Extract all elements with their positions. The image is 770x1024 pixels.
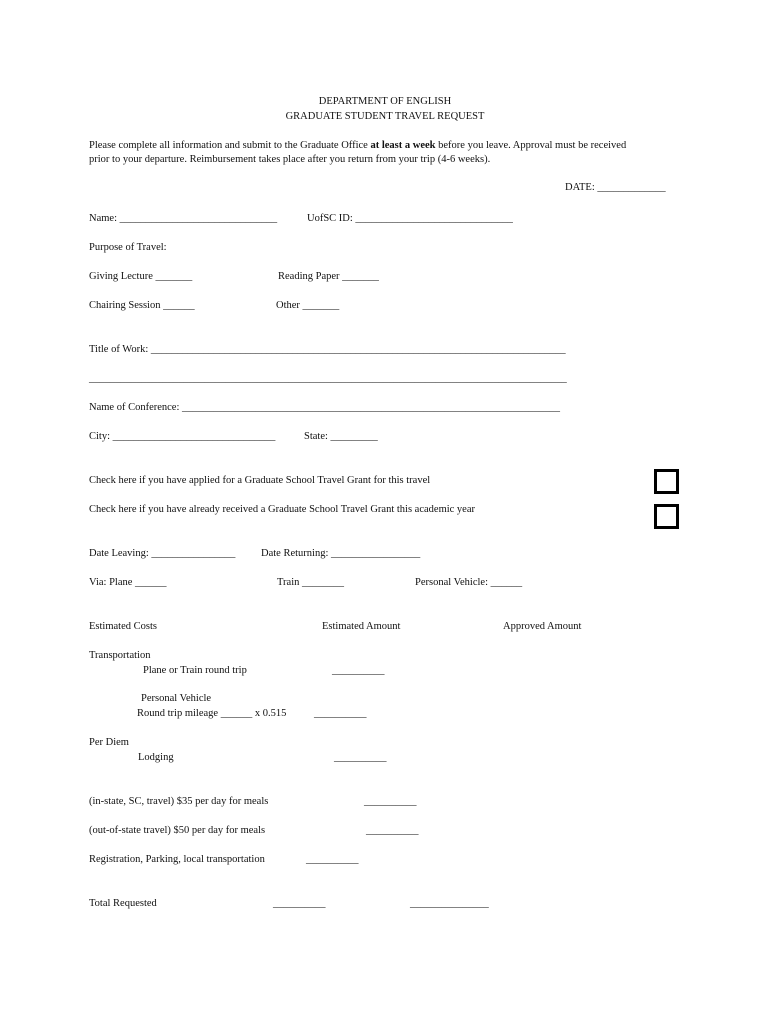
via-plane-field[interactable]: Via: Plane ______ [89, 577, 167, 588]
instate-meals-amount-field[interactable]: __________ [364, 796, 417, 807]
conference-field[interactable]: Name of Conference: ________________________________________________________________________ [89, 402, 560, 413]
intro-emphasis: at least a week [370, 140, 436, 151]
title-of-work-field[interactable]: Title of Work: _______________________________________________________________________________ [89, 344, 566, 355]
check-applied-checkbox[interactable] [654, 469, 679, 494]
approved-amount-header: Approved Amount [503, 621, 582, 632]
round-trip-amount-field[interactable]: __________ [314, 708, 367, 719]
name-field[interactable]: Name: ______________________________ [89, 213, 278, 224]
personal-vehicle-field[interactable]: Personal Vehicle: ______ [415, 577, 523, 588]
date-field[interactable]: DATE: _____________ [565, 182, 666, 193]
train-field[interactable]: Train ________ [277, 577, 344, 588]
purpose-label: Purpose of Travel: [89, 242, 167, 253]
registration-label: Registration, Parking, local transportation [89, 854, 265, 865]
check-received-checkbox[interactable] [654, 504, 679, 529]
estimated-costs-header: Estimated Costs [89, 621, 157, 632]
city-field[interactable]: City: _______________________________ [89, 431, 276, 442]
date-returning-field[interactable]: Date Returning: _________________ [261, 548, 421, 559]
form-title: GRADUATE STUDENT TRAVEL REQUEST [285, 111, 485, 122]
lodging-amount-field[interactable]: __________ [334, 752, 387, 763]
chairing-session-field[interactable]: Chairing Session ______ [89, 300, 195, 311]
plane-train-label: Plane or Train round trip [143, 665, 247, 676]
per-diem-label: Per Diem [89, 737, 129, 748]
uofsc-id-field[interactable]: UofSC ID: ______________________________ [307, 213, 513, 224]
state-field[interactable]: State: _________ [304, 431, 378, 442]
total-approved-amount-field[interactable]: _______________ [410, 898, 489, 909]
giving-lecture-field[interactable]: Giving Lecture _______ [89, 271, 193, 282]
reading-paper-field[interactable]: Reading Paper _______ [278, 271, 379, 282]
instate-meals-label: (in-state, SC, travel) $35 per day for meals [89, 796, 269, 807]
total-requested-amount-field[interactable]: __________ [273, 898, 326, 909]
registration-amount-field[interactable]: __________ [306, 854, 359, 865]
other-field[interactable]: Other _______ [276, 300, 340, 311]
personal-vehicle-label: Personal Vehicle [141, 693, 212, 704]
round-trip-mileage-field[interactable]: Round trip mileage ______ x 0.515 [137, 708, 287, 719]
estimated-amount-header: Estimated Amount [322, 621, 401, 632]
title-of-work-line-2[interactable]: ___________________________________________________________________________________________ [89, 373, 567, 384]
outstate-meals-amount-field[interactable]: __________ [366, 825, 419, 836]
department-heading: DEPARTMENT OF ENGLISH [318, 96, 452, 107]
check-received-label: Check here if you have already received a Graduate School Travel Grant this academic year [89, 504, 476, 515]
intro-line-2: prior to your departure. Reimbursement takes place after you return from your trip (4-6 weeks). [89, 154, 491, 165]
outstate-meals-label: (out-of-state travel) $50 per day for meals [89, 825, 266, 836]
date-leaving-field[interactable]: Date Leaving: ________________ [89, 548, 236, 559]
transportation-label: Transportation [89, 650, 151, 661]
total-requested-label: Total Requested [89, 898, 157, 909]
lodging-label: Lodging [138, 752, 174, 763]
check-applied-label: Check here if you have applied for a Graduate School Travel Grant for this travel [89, 475, 431, 486]
intro-line-1: Please complete all information and submit to the Graduate Office at least a week before you leave. Approval must be received [89, 140, 627, 151]
plane-train-amount-field[interactable]: __________ [332, 665, 385, 676]
